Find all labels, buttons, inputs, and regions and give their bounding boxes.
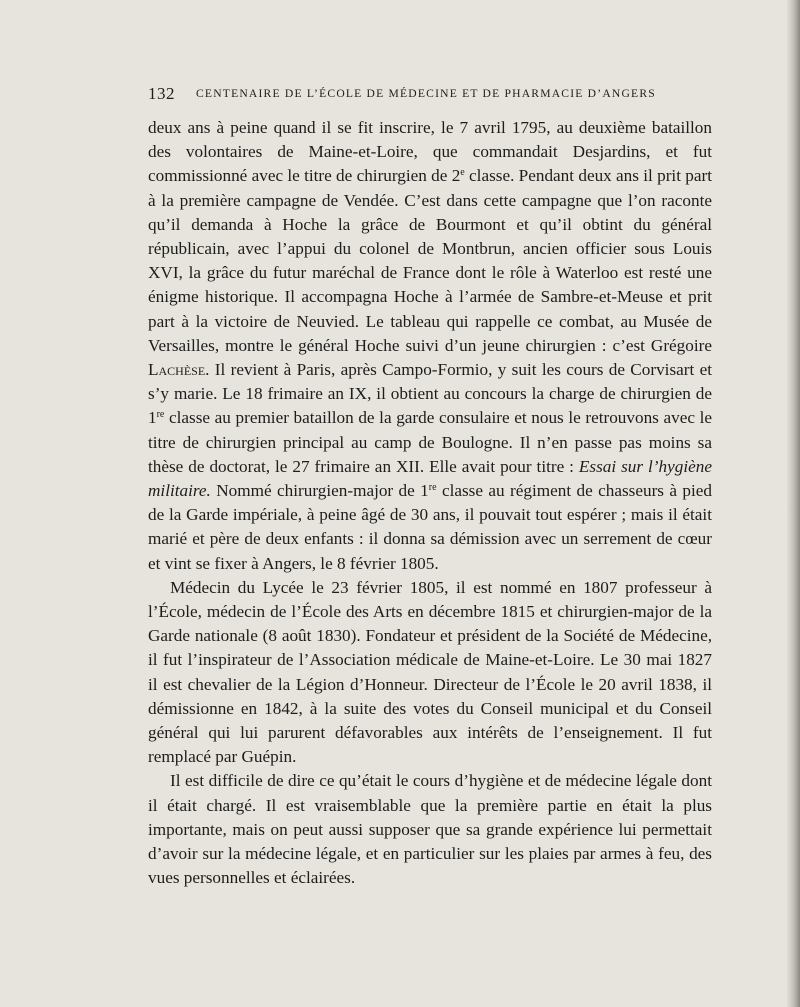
ordinal-superscript: re	[428, 482, 437, 494]
paragraph-1-part-e: Nommé chirurgien-major de 1	[210, 481, 429, 501]
paragraph-1-part-b: classe. Pendant deux ans il prit part à la première campagne de Vendée. C’est dans cette campagne que l’on raconte qu’il demanda à Hoche la grâce de Bourmont et qu’il obtint du général républicain, avec l’appui du colonel de Montbrun, ancien officier sous Louis XVI, la grâce du futur maréchal de France dont le rôle à Waterloo est resté une énigme historique. Il accompagna Hoche à l’armée de Sambre-et-Meuse et prit part à la victoire de Neuvied. Le tableau qui rappelle ce combat, au Musée de Versailles, montre le général Hoche suivi d’un jeune chirurgien : c’est Grégoire	[148, 166, 712, 355]
running-title: CENTENAIRE DE L’ÉCOLE DE MÉDECINE ET DE PHARMACIE D’ANGERS	[196, 87, 656, 100]
paragraph-3: Il est difficile de dire ce qu’était le cours d’hygiène et de médecine légale dont il était chargé. Il est vraisemblable que la première partie en était la plus importante, mais on peut aussi supposer que sa grande expérience lui permettait d’avoir sur la médecine légale, et en particulier sur les plaies par armes à feu, des vues personnelles et éclairées.	[148, 771, 712, 888]
body-text	[148, 116, 712, 891]
thesis-title: Essai sur l’hygiène militaire.	[148, 456, 712, 501]
paragraph-1-part-f: classe au régiment de chasseurs à pied de la Garde impériale, à peine âgé de 30 ans, il pouvait tout espérer ; mais il était marié et père de deux enfants : il donna sa démission avec un serrement de cœur et vint se fixer à Angers, le 8 février 1805.	[148, 481, 713, 573]
paragraph-1-part-d: classe au premier bataillon de la garde consulaire et nous le retrouvons avec le titre de chirurgien principal au camp de Boulogne. Il n’en passe pas moins sa thèse de doctorat, le 27 frimaire an XII. Elle avait pour titre :	[148, 408, 712, 476]
ordinal-superscript: e	[460, 167, 465, 179]
paragraph-1	[148, 116, 712, 576]
page-edge-shadow	[786, 0, 800, 1007]
surname-small-caps: Lachèse	[148, 360, 206, 380]
page-number: 132	[148, 84, 175, 103]
running-header	[148, 84, 708, 108]
ordinal-superscript: re	[156, 409, 165, 421]
paragraph-1-part-a: deux ans à peine quand il se fit inscrire, le 7 avril 1795, au deuxième bataillon des volontaires de Maine-et-Loire, que commandait Desjardins, et fut commissionné avec le titre de chirurgien de 2	[148, 118, 712, 186]
paragraph-2: Médecin du Lycée le 23 février 1805, il est nommé en 1807 professeur à l’École, médecin de l’École des Arts en décembre 1815 et chirurgien-major de la Garde nationale (8 août 1830). Fondateur et président de la Société de Médecine, il fut l’inspirateur de l’Association médicale de Maine-et-Loire. Le 30 mai 1827 il est chevalier de la Légion d’Honneur. Directeur de l’École le 20 avril 1838, il démissionne en 1842, à la suite des votes du Conseil municipal et du Conseil général qui lui parurent défavorables aux intérêts de l’enseignement. Il fut remplacé par Guépin.	[148, 577, 712, 767]
paragraph-1-part-c: . Il revient à Paris, après Campo-Formio, y suit les cours de Corvisart et s’y marie. Le 18 frimaire an IX, il obtient au concours la charge de chirurgien de 1	[148, 360, 712, 428]
